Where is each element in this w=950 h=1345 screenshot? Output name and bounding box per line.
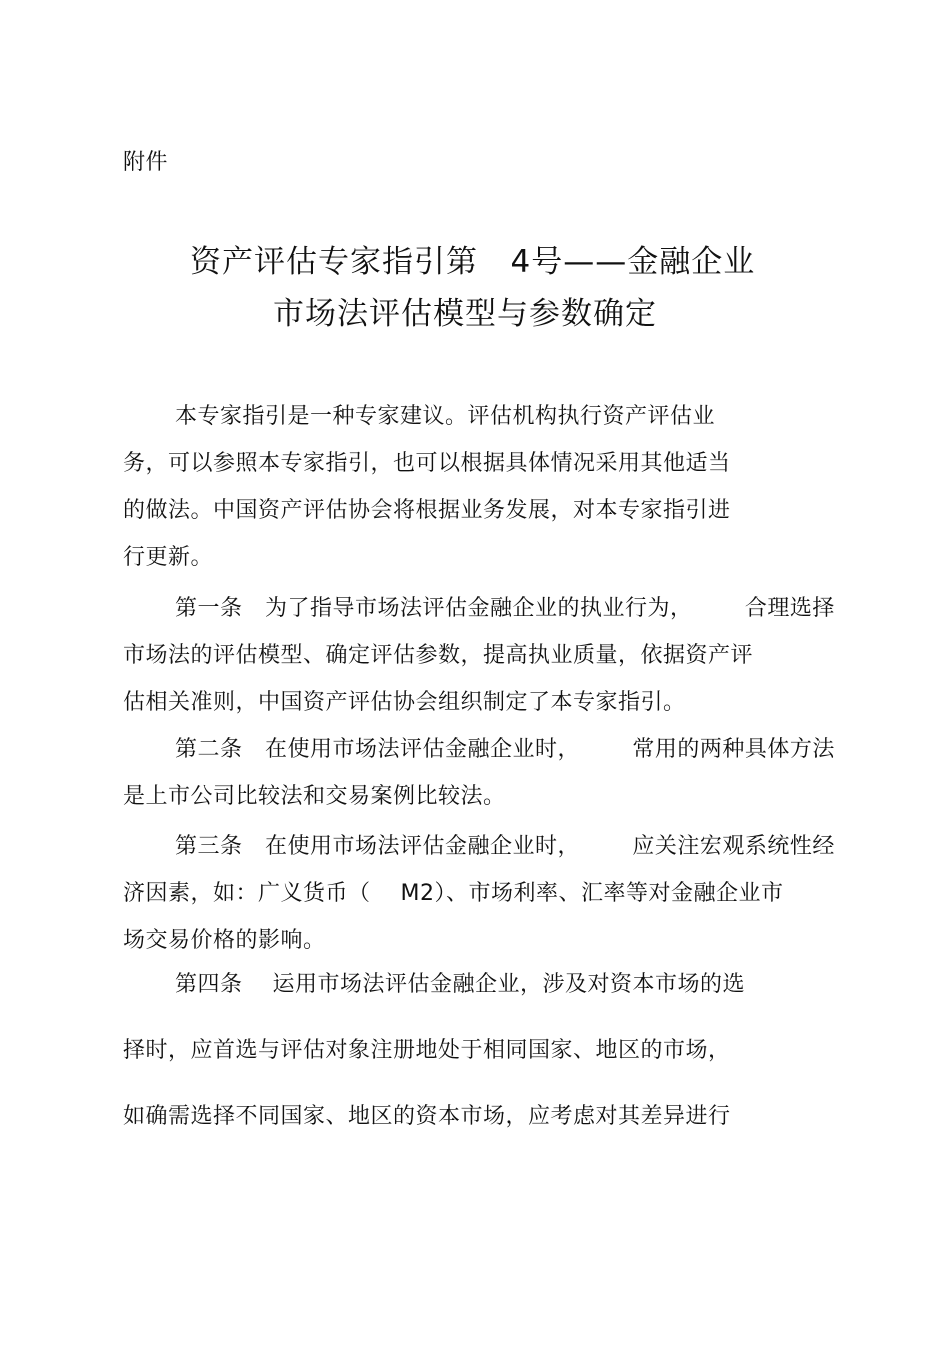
article-3-line-2: 济因素，如：广义货币（ M2）、市场利率、汇率等对金融企业市 [123,881,784,906]
document-title-line-1: 资产评估专家指引第 4号——金融企业 [190,244,756,280]
article-1-line-1: 第一条 为了指导市场法评估金融企业的执业行为， 合理选择 [175,596,835,621]
article-1-line-2: 市场法的评估模型、确定评估参数，提高执业质量，依据资产评 [123,643,754,668]
article-3-line-1: 第三条 在使用市场法评估金融企业时， 应关注宏观系统性经 [175,834,835,859]
intro-line-4: 行更新。 [123,545,214,570]
article-1-line-3: 估相关准则，中国资产评估协会组织制定了本专家指引。 [123,690,686,715]
article-4-line-2: 择时，应首选与评估对象注册地处于相同国家、地区的市场， [123,1038,731,1063]
document-title-line-2: 市场法评估模型与参数确定 [273,296,657,332]
article-4-line-3: 如确需选择不同国家、地区的资本市场，应考虑对其差异进行 [123,1104,731,1129]
intro-line-2: 务，可以参照本专家指引，也可以根据具体情况采用其他适当 [123,451,731,476]
attachment-label: 附件 [123,150,169,175]
article-4-line-1: 第四条 运用市场法评估金融企业，涉及对资本市场的选 [175,972,745,997]
intro-line-1: 本专家指引是一种专家建议。评估机构执行资产评估业 [175,404,716,429]
article-2-line-2: 是上市公司比较法和交易案例比较法。 [123,784,506,809]
intro-line-3: 的做法。中国资产评估协会将根据业务发展，对本专家指引进 [123,498,731,523]
article-3-line-3: 场交易价格的影响。 [123,928,326,953]
article-2-line-1: 第二条 在使用市场法评估金融企业时， 常用的两种具体方法 [175,737,835,762]
